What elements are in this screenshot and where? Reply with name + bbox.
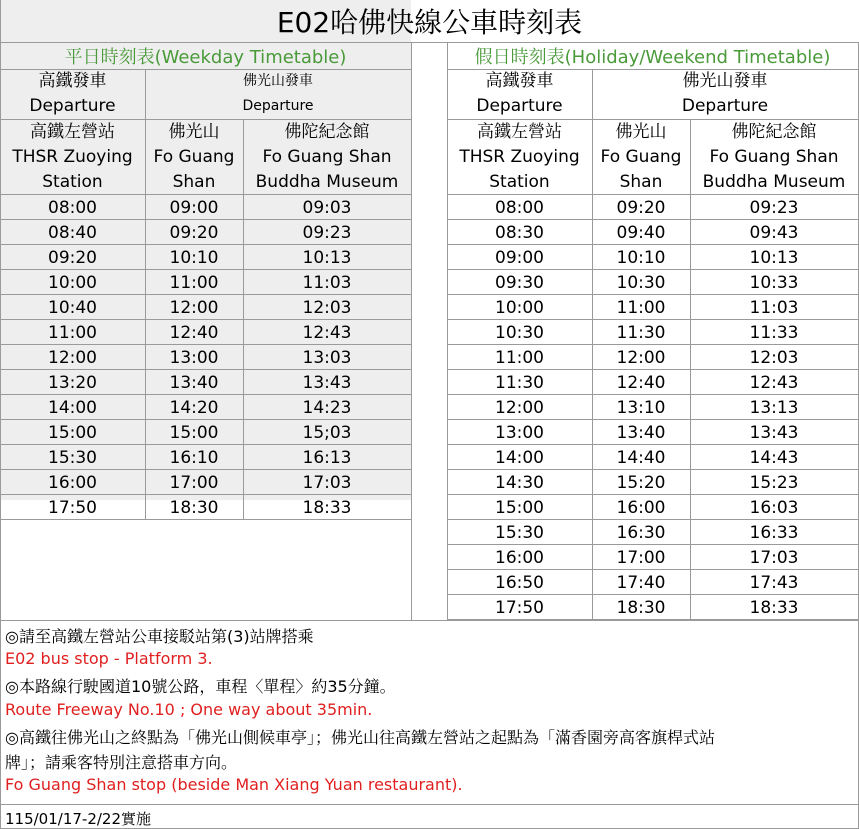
time-cell: 16:50 [495, 572, 544, 593]
time-cell: 15:00 [169, 422, 219, 443]
time-cell: 16:33 [749, 522, 799, 543]
time-cell: 13:00 [169, 347, 219, 368]
departure-header-fgs [145, 69, 411, 119]
grid-line [447, 419, 859, 420]
header-line: 高鐵發車 [485, 71, 554, 91]
grid-line [0, 494, 412, 495]
time-cell: 13:00 [495, 422, 544, 443]
grid-line [0, 194, 412, 195]
note-line: ◎高鐵往佛光山之終點為「佛光山側候車亭」；佛光山往高鐵左營站之起點為「滿香園旁高客旗桿式站 [5, 728, 715, 747]
time-cell: 10:10 [616, 247, 666, 268]
header-line: Fo Guang [600, 147, 682, 167]
grid-line [447, 469, 859, 470]
grid-line [447, 119, 592, 120]
time-cell: 12:43 [302, 322, 352, 343]
time-cell: 16:10 [169, 447, 219, 468]
grid-line [0, 444, 412, 445]
grid-line [0, 269, 412, 270]
header-line: Shan [619, 172, 663, 192]
grid-line [447, 494, 859, 495]
time-cell: 18:33 [749, 597, 799, 618]
grid-line [0, 419, 412, 420]
grid-line [447, 369, 859, 370]
time-cell: 16:30 [616, 522, 666, 543]
grid-line [447, 519, 859, 520]
grid-line [447, 69, 859, 70]
time-cell: 17:50 [495, 597, 544, 618]
weekday-heading: 平日時刻表(Weekday Timetable) [64, 46, 347, 68]
time-cell: 10:10 [169, 247, 219, 268]
time-cell: 15:00 [48, 422, 97, 443]
header-line: 佛光山發車 [682, 71, 768, 91]
station-buddha-museum [243, 120, 411, 195]
header-line: Station [42, 172, 103, 192]
header-line: Buddha Museum [255, 172, 399, 192]
grid-line [0, 42, 859, 43]
grid-line [0, 294, 412, 295]
grid-line [145, 119, 411, 120]
time-cell: 09:20 [169, 222, 219, 243]
grid-line [447, 244, 859, 245]
grid-line [0, 69, 412, 70]
time-cell: 10:00 [495, 297, 544, 318]
station-thsr-zuoying [0, 120, 145, 195]
grid-line [0, 620, 859, 621]
grid-line [447, 594, 859, 595]
grid-line [447, 294, 859, 295]
header-line: THSR Zuoying [459, 147, 580, 167]
time-cell: 10:13 [749, 247, 799, 268]
time-cell: 14:00 [495, 447, 544, 468]
station-thsr-zuoying [447, 120, 592, 195]
header-line: Fo Guang [153, 147, 235, 167]
grid-line [411, 42, 412, 620]
grid-line [0, 244, 412, 245]
grid-line [0, 219, 412, 220]
station-fo-guang-shan [592, 120, 690, 195]
time-cell: 10:33 [749, 272, 799, 293]
time-cell: 13:43 [749, 422, 799, 443]
time-cell: 11:00 [48, 322, 97, 343]
note-line: 牌」；請乘客特別注意搭車方向。 [5, 753, 238, 772]
time-cell: 16:00 [48, 472, 97, 493]
header-line: 佛陀紀念館 [284, 122, 370, 142]
time-cell: 08:00 [48, 197, 97, 218]
time-cell: 10:00 [48, 272, 97, 293]
departure-header-thsr [447, 69, 592, 119]
time-cell: 15:23 [749, 472, 799, 493]
time-cell: 12:00 [495, 397, 544, 418]
header-line: Departure [476, 96, 563, 116]
grid-line [0, 344, 412, 345]
time-cell: 09:43 [749, 222, 799, 243]
time-cell: 18:33 [302, 497, 352, 518]
grid-line [690, 119, 691, 620]
header-line: Fo Guang Shan [709, 147, 839, 167]
time-cell: 14:43 [749, 447, 799, 468]
time-cell: 16:03 [749, 497, 799, 518]
time-cell: 09:40 [616, 222, 666, 243]
time-cell: 14:23 [302, 397, 352, 418]
time-cell: 14:20 [169, 397, 219, 418]
time-cell: 09:23 [302, 222, 352, 243]
grid-line [0, 394, 412, 395]
time-cell: 15:30 [495, 522, 544, 543]
note-line: ◎本路線行駛國道10號公路，車程〈單程〉約35分鐘。 [5, 677, 396, 696]
time-cell: 12:03 [749, 347, 799, 368]
time-cell: 11:03 [749, 297, 799, 318]
header-line: 高鐵發車 [38, 71, 107, 91]
grid-line [0, 469, 412, 470]
grid-line [447, 269, 859, 270]
grid-line [0, 0, 1, 829]
time-cell: 13:03 [302, 347, 352, 368]
time-cell: 13:43 [302, 372, 352, 393]
effective-date: 115/01/17-2/22實施 [5, 810, 152, 828]
time-cell: 16:00 [495, 547, 544, 568]
time-cell: 16:13 [302, 447, 352, 468]
grid-line [447, 194, 859, 195]
note-line: Fo Guang Shan stop (beside Man Xiang Yuan restaurant). [5, 775, 463, 794]
time-cell: 12:00 [48, 347, 97, 368]
time-cell: 11:00 [616, 297, 666, 318]
time-cell: 15:00 [495, 497, 544, 518]
grid-line [447, 344, 859, 345]
time-cell: 09:20 [48, 247, 97, 268]
time-cell: 17:43 [749, 572, 799, 593]
grid-line [0, 519, 412, 520]
grid-line [447, 319, 859, 320]
time-cell: 09:23 [749, 197, 799, 218]
time-cell: 10:13 [302, 247, 352, 268]
time-cell: 13:40 [169, 372, 219, 393]
station-fo-guang-shan [145, 120, 243, 195]
note-line: Route Freeway No.10 ; One way about 35min. [5, 700, 373, 719]
time-cell: 10:40 [48, 297, 97, 318]
holiday-heading: 假日時刻表(Holiday/Weekend Timetable) [474, 46, 831, 68]
time-cell: 11:33 [749, 322, 799, 343]
grid-line [447, 219, 859, 220]
time-cell: 15:20 [616, 472, 666, 493]
time-cell: 09:03 [302, 197, 352, 218]
time-cell: 12:43 [749, 372, 799, 393]
departure-header-fgs [592, 69, 858, 119]
time-cell: 17:03 [749, 547, 799, 568]
grid-line [0, 319, 412, 320]
grid-line [447, 444, 859, 445]
header-line: Station [489, 172, 550, 192]
time-cell: 15:30 [48, 447, 97, 468]
time-cell: 13:20 [48, 372, 97, 393]
time-cell: 12:03 [302, 297, 352, 318]
station-buddha-museum [690, 120, 858, 195]
header-line: THSR Zuoying [12, 147, 133, 167]
grid-line [447, 569, 859, 570]
time-cell: 12:40 [616, 372, 666, 393]
header-line: Shan [172, 172, 216, 192]
grid-line [447, 42, 448, 620]
time-cell: 10:30 [495, 322, 544, 343]
time-cell: 17:40 [616, 572, 666, 593]
header-line: Fo Guang Shan [262, 147, 392, 167]
time-cell: 12:00 [616, 347, 666, 368]
time-cell: 08:00 [495, 197, 544, 218]
grid-line [243, 119, 244, 520]
time-cell: 13:10 [616, 397, 666, 418]
time-cell: 09:00 [169, 197, 219, 218]
time-cell: 08:40 [48, 222, 97, 243]
grid-line [592, 119, 858, 120]
time-cell: 15;03 [302, 422, 352, 443]
header-line: 佛光山發車 [243, 73, 313, 89]
page-title: E02哈佛快線公車時刻表 [276, 6, 583, 39]
time-cell: 17:50 [48, 497, 97, 518]
time-cell: 11:00 [495, 347, 544, 368]
time-cell: 12:40 [169, 322, 219, 343]
header-line: Departure [681, 96, 769, 116]
departure-header-thsr [0, 69, 145, 119]
grid-line [0, 804, 859, 805]
header-line: Departure [242, 98, 314, 114]
time-cell: 17:00 [169, 472, 219, 493]
grid-line [0, 119, 145, 120]
time-cell: 17:03 [302, 472, 352, 493]
time-cell: 14:30 [495, 472, 544, 493]
time-cell: 09:00 [495, 247, 544, 268]
time-cell: 13:13 [749, 397, 799, 418]
note-line: E02 bus stop - Platform 3. [5, 649, 213, 668]
header-line: 高鐵左營站 [477, 122, 562, 142]
grid-line [145, 69, 146, 520]
time-cell: 14:40 [616, 447, 666, 468]
time-cell: 11:30 [616, 322, 666, 343]
header-line: 佛陀紀念館 [731, 122, 817, 142]
grid-line [0, 369, 412, 370]
grid-line [447, 394, 859, 395]
time-cell: 11:00 [169, 272, 219, 293]
header-line: Departure [29, 96, 116, 116]
header-line: Buddha Museum [702, 172, 846, 192]
time-cell: 17:00 [616, 547, 666, 568]
time-cell: 12:00 [169, 297, 219, 318]
time-cell: 09:20 [616, 197, 666, 218]
header-line: 佛光山 [168, 122, 220, 142]
time-cell: 10:30 [616, 272, 666, 293]
time-cell: 16:00 [616, 497, 666, 518]
time-cell: 09:30 [495, 272, 544, 293]
time-cell: 11:03 [302, 272, 352, 293]
grid-line [447, 544, 859, 545]
grid-line [592, 69, 593, 620]
time-cell: 08:30 [495, 222, 544, 243]
header-line: 佛光山 [615, 122, 667, 142]
time-cell: 18:30 [616, 597, 666, 618]
time-cell: 18:30 [169, 497, 219, 518]
time-cell: 11:30 [495, 372, 544, 393]
time-cell: 14:00 [48, 397, 97, 418]
header-line: 高鐵左營站 [30, 122, 115, 142]
time-cell: 13:40 [616, 422, 666, 443]
note-line: ◎請至高鐵左營站公車接駁站第(3)站牌搭乘 [5, 627, 314, 646]
